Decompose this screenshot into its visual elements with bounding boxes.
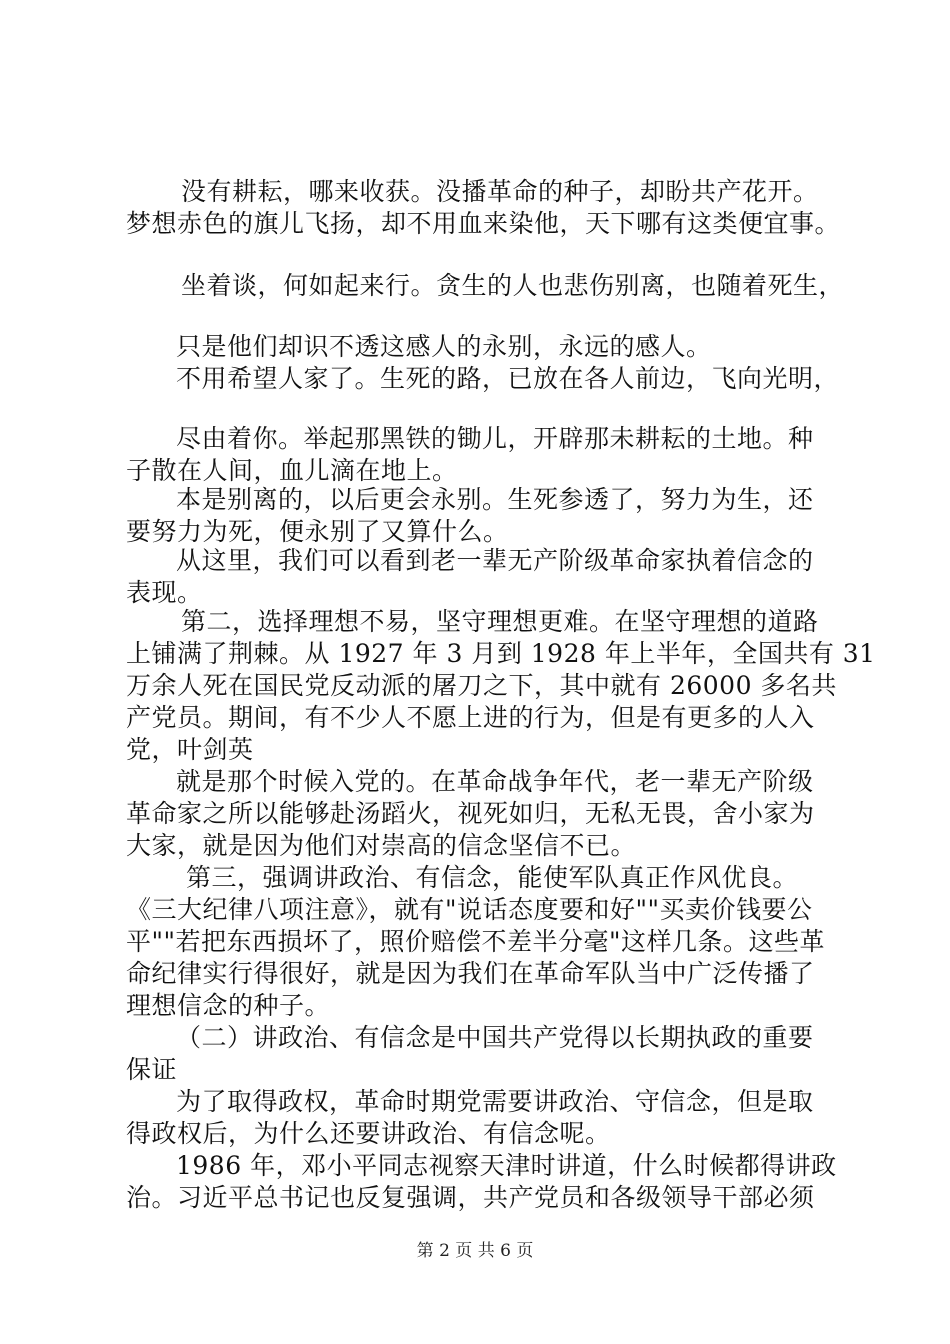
text-line: 万余人死在国民党反动派的屠刀之下，其中就有 26000 多名共: [126, 671, 837, 700]
text-line: 党，叶剑英: [126, 735, 254, 764]
text-line: 第三，强调讲政治、有信念，能使军队真正作风优良。: [186, 863, 799, 892]
text-line: 只是他们却识不透这感人的永别，永远的感人。: [176, 332, 712, 361]
text-line: 《三大纪律八项注意》，就有"说话态度要和好""买卖价钱要公: [126, 895, 813, 924]
text-line: 本是别离的，以后更会永别。生死参透了，努力为生，还: [176, 485, 814, 514]
text-line: 产党员。期间，有不少人不愿上进的行为，但是有更多的人入: [126, 703, 815, 732]
text-line: 表现。: [126, 578, 203, 607]
text-line: 理想信念的种子。: [126, 991, 331, 1020]
text-line: 不用希望人家了。生死的路，已放在各人前边，飞向光明，: [176, 364, 840, 393]
text-line: 第二，选择理想不易，坚守理想更难。在坚守理想的道路: [181, 607, 819, 636]
text-line: 从这里，我们可以看到老一辈无产阶级革命家执着信念的: [176, 546, 814, 575]
text-line: 上铺满了荆棘。从 1927 年 3 月到 1928 年上半年，全国共有 31: [126, 639, 876, 668]
text-line: 没有耕耘，哪来收获。没播革命的种子，却盼共产花开。: [181, 177, 819, 206]
text-line: 尽由着你。举起那黑铁的锄儿，开辟那未耕耘的土地。种: [176, 424, 814, 453]
text-line: 得政权后，为什么还要讲政治、有信念呢。: [126, 1119, 611, 1148]
text-line: 就是那个时候入党的。在革命战争年代，老一辈无产阶级: [176, 767, 814, 796]
text-line: 坐着谈，何如起来行。贪生的人也悲伤别离，也随着死生，: [181, 271, 845, 300]
text-line: 大家，就是因为他们对崇高的信念坚信不已。: [126, 831, 637, 860]
section-heading: 保证: [126, 1055, 178, 1084]
section-heading: （二）讲政治、有信念是中国共产党得以长期执政的重要: [176, 1023, 814, 1052]
text-line: 1986 年，邓小平同志视察天津时讲道，什么时候都得讲政: [176, 1151, 837, 1180]
text-line: 革命家之所以能够赴汤蹈火，视死如归，无私无畏，舍小家为: [126, 799, 815, 828]
text-line: 命纪律实行得很好，就是因为我们在革命军队当中广泛传播了: [126, 959, 815, 988]
text-line: 平""若把东西损坏了，照价赔偿不差半分毫"这样几条。这些革: [126, 927, 825, 956]
page-footer: 第 2 页 共 6 页: [416, 1241, 534, 1261]
text-line: 要努力为死，便永别了又算什么。: [126, 517, 509, 546]
text-line: 为了取得政权，革命时期党需要讲政治、守信念，但是取: [176, 1087, 814, 1116]
text-line: 梦想赤色的旗儿飞扬，却不用血来染他，天下哪有这类便宜事。: [126, 209, 841, 238]
text-line: 子散在人间，血儿滴在地上。: [126, 456, 458, 485]
text-line: 治。习近平总书记也反复强调，共产党员和各级领导干部必须: [126, 1183, 815, 1212]
